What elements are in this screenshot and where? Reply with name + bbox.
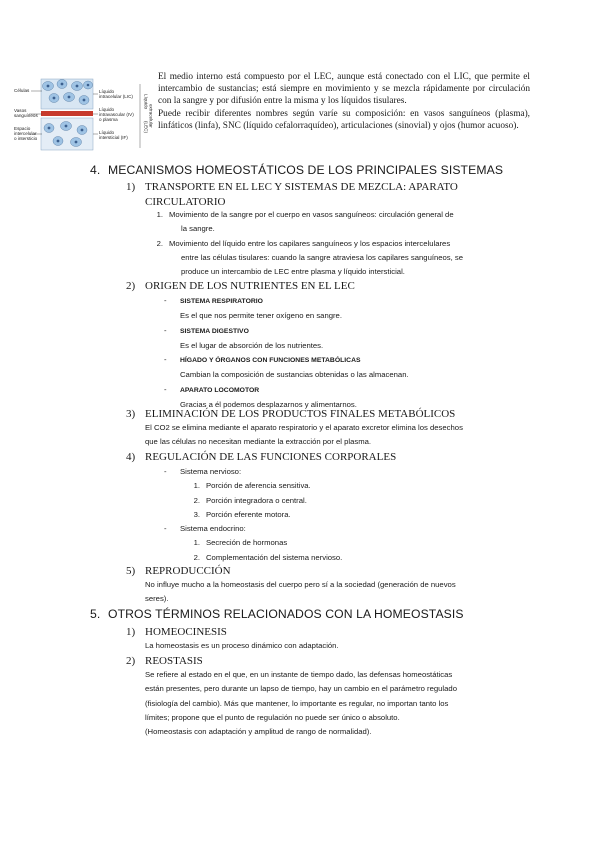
liquid-compartments-figure <box>14 76 154 156</box>
list-item: 2. Movimiento del líquido entre los capilares sanguíneos y los espacios intercelulares <box>156 238 451 248</box>
section-title: MECANISMOS HOMEOSTÁTICOS DE LOS PRINCIPALES SISTEMAS <box>108 163 504 177</box>
subsection-title: TRANSPORTE EN EL LEC Y SISTEMAS DE MEZCLA: APARATO <box>145 181 458 193</box>
s4-sub2-list <box>164 294 524 412</box>
bullet-text: Es el lugar de absorción de los nutrientes. <box>180 340 324 350</box>
s5-sub1-text: La homeostasis es un proceso dinámico con adaptación. <box>145 641 339 650</box>
vessels-label-1: Vasos <box>14 108 27 113</box>
bullet-item: - APARATO LOCOMOTOR <box>164 384 260 394</box>
s5-sub1-heading: 1) HOMEOCINESIS <box>126 626 227 638</box>
if-label-2: intersticial (IF) <box>99 135 128 140</box>
bullet-text: Cambian la composición de sustancias obtenidas o las almacenan. <box>180 370 409 380</box>
lec-side-label-3: (LEC) <box>143 121 149 133</box>
lec-side-label-1: Líquido <box>143 94 149 110</box>
list-item: 1. Secreción de hormonas <box>193 538 288 548</box>
bullet-item: - Sistema nervioso: <box>164 467 242 476</box>
interstitial-space-label-3: o intersticio <box>14 136 38 141</box>
section-5-heading: 5. OTROS TÉRMINOS RELACIONADOS CON LA HOMEOSTASIS <box>90 607 464 621</box>
bullet-item: - SISTEMA RESPIRATORIO <box>164 296 263 305</box>
interstitial-space-label-1: Espacio <box>14 126 31 131</box>
bullet-item: - Sistema endocrino: <box>164 524 246 534</box>
s5-sub2-text: Se refiere al estado en el que, en un instante de tiempo dado, las defensas homeostáticas están presentes, pero durante un lapso de tiempo, hay un cambio en el parámetro regulado (fisiología del cambio). Más que mantener, lo importante es regular, no importan tanto los límites; propone que el punto de regulación no puede ser único o absoluto. (Homeostasis con adaptación y amplitud de rango de normalidad). <box>145 670 457 737</box>
lic-label-2: intracelular (LIC) <box>99 94 133 99</box>
s4-sub5-text: No influye mucho a la homeostasis del cuerpo pero sí a la sociedad (generación de nuevos seres). <box>145 580 456 604</box>
lic-label-1: Líquido <box>99 89 115 94</box>
interstitial-space-label-2: intercelular <box>14 131 37 136</box>
list-item-cont: la sangre. <box>181 224 215 234</box>
plasma-label-3: o plasma <box>99 117 118 122</box>
list-item: 1. Movimiento de la sangre por el cuerpo en vasos sanguíneos: circulación general de <box>156 210 454 219</box>
section-4-heading <box>90 163 503 177</box>
cells-label: Células <box>14 88 30 93</box>
bullet-text: Gracias a él podemos desplazarnos y alimentarnos. <box>180 400 357 410</box>
list-item: 1. Porción de aferencia sensitiva. <box>193 481 311 491</box>
s4-sub2-heading: 2) ORIGEN DE LOS NUTRIENTES EN EL LEC <box>126 280 355 292</box>
intro-paragraph-1: El medio interno está compuesto por el LEC, aunque está conectado con el LIC, que permite el intercambio de sustancias; está siempre en movimiento y se mezcla rápidamente por circulación con la sangre y por difusión entre la misma y los líquidos tisulares. <box>158 72 530 107</box>
list-item-cont: entre las células tisulares: cuando la sangre atraviesa los capilares sanguíneos, se <box>181 252 464 262</box>
s4-sub4-heading: 4) REGULACIÓN DE LAS FUNCIONES CORPORALES <box>126 451 397 463</box>
s5-sub2-heading: 2) REOSTASIS <box>126 655 203 667</box>
plasma-label-2: intravascular (IV) <box>99 112 134 117</box>
s4-sub3-text: El CO2 se elimina mediante el aparato respiratorio y el aparato excretor elimina los desechos que las células no necesitan mediante la extracción por el plasma. <box>145 423 463 447</box>
section-number: 4. <box>90 163 101 177</box>
if-label-1: Líquido <box>99 130 115 135</box>
s4-sub1-list <box>145 208 525 279</box>
s4-sub3-heading: 3) ELIMINACIÓN DE LOS PRODUCTOS FINALES METABÓLICOS <box>126 408 456 420</box>
s4-sub4-list <box>164 465 524 565</box>
s4-sub5-heading: 5) REPRODUCCIÓN <box>126 565 231 577</box>
intro-paragraph-2: Puede recibir diferentes nombres según varíe su composición: en vasos sanguíneos (plasma), linfáticos (linfa), SNC (líquido cefalorraquídeo), articulaciones (sinovial) y ojos (humor acuoso). <box>158 108 530 131</box>
list-item: 2. Porción integradora o central. <box>193 495 307 505</box>
bullet-item: - SISTEMA DIGESTIVO <box>164 325 249 335</box>
s4-sub1-heading-cont: CIRCULATORIO <box>145 196 226 208</box>
list-item: 2. Complementación del sistema nervioso. <box>193 552 343 562</box>
list-item: 3. Porción eferente motora. <box>193 509 291 519</box>
intro-text <box>158 71 530 132</box>
lec-side-label-2: extracelular <box>148 104 154 128</box>
list-item-cont: produce un intercambio de LEC entre plasma y líquido intersticial. <box>181 267 405 277</box>
plasma-label-1: Líquido <box>99 107 115 112</box>
subsection-number: 1) <box>126 181 136 193</box>
s4-sub1-heading <box>126 180 458 194</box>
vessels-label-2: sanguíneos <box>14 113 38 118</box>
bullet-item: - HÍGADO Y ÓRGANOS CON FUNCIONES METABÓLICAS <box>164 355 361 365</box>
bullet-text: Es el que nos permite tener oxígeno en sangre. <box>180 311 342 321</box>
